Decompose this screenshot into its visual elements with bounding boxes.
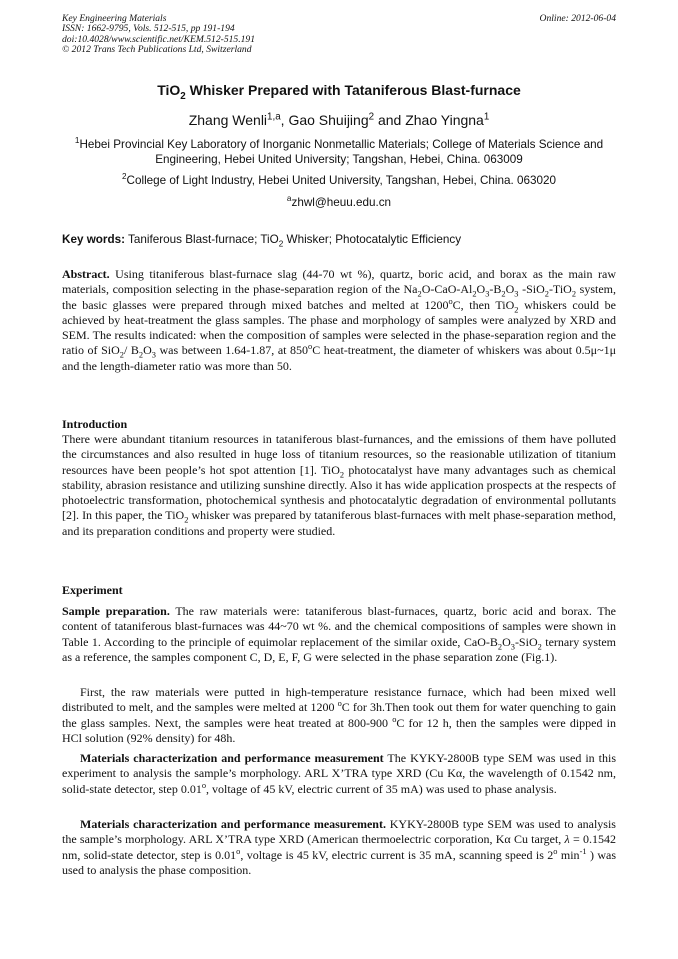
text-run: C heat-treatment, the diameter of whiskers was about 0.5μ~1μ and the length-diameter ratio was more than 50. — [62, 343, 616, 373]
subscript: 2 — [184, 515, 189, 525]
section-heading-introduction: Introduction — [62, 417, 128, 431]
characterization-paragraph-2 — [62, 817, 616, 878]
author-name: and Zhao Yingna — [374, 112, 484, 128]
text-run: There were abundant titanium resources in tataniferous blast-furnances, and the emissions of them have polluted the circumstances and also resulted in huge loss of titanium resources, so the reasionable utilization of titanium resources have been people’s hot spot attention [1]. TiO — [62, 432, 616, 477]
superscript: o — [308, 342, 313, 352]
paper-title — [62, 82, 616, 102]
text-run: -TiO — [548, 282, 572, 297]
affil-text: Hebei Provincial Key Laboratory of Inorganic Nonmetallic Materials; College of Materials Science and Engineering, Hebei United University; Tangshan, Hebei, China. 063009 — [79, 138, 604, 166]
text-run: ) was used to analysis the phase composition. — [62, 847, 617, 877]
affil-text: College of Light Industry, Hebei United University, Tangshan, Hebei, China. 063020 — [126, 174, 556, 187]
paragraph-label: Materials characterization and performance measurement. — [80, 817, 386, 831]
text-run: whisker was prepared by tataniferous blast-furnaces with melt phase-separation method, and its preparation conditions and property were studied. — [62, 508, 616, 538]
subscript: 2 — [472, 289, 477, 299]
title-subscript: 2 — [180, 90, 186, 102]
email-link[interactable]: zhwl@heuu.edu.cn — [291, 196, 392, 209]
keywords — [62, 232, 616, 247]
text-run: whiskers could be achieved by heat-treatment the glass samples. The phase and morphology of samples were analyzed by XRD and SEM. The results indicated: when the composition of samples were selected in the phase-separation region and the ratio of SiO — [62, 297, 617, 358]
superscript: o — [553, 846, 558, 856]
subscript: 2 — [497, 641, 503, 651]
subscript: 2 — [119, 350, 124, 360]
text-run: O — [505, 282, 515, 297]
paragraph-label: Materials characterization and performance measurement — [80, 751, 384, 765]
author-affil-mark: 2 — [368, 111, 375, 123]
text-run: The raw materials were: tataniferous blast-furnaces, quartz, boric acid and borax. The content of tataniferous blast-furnaces was 44~70 wt %. and the chemical compositions of samples were shown in Table 1. According to the principle of equimolar replacement of the similar oxide, CaO-B — [62, 604, 616, 649]
author-name: , Gao Shuijing — [280, 112, 369, 128]
subscript: 3 — [485, 289, 490, 299]
superscript: o — [392, 714, 397, 724]
keywords-subscript: 2 — [278, 239, 284, 249]
copyright-line: © 2012 Trans Tech Publications Ltd, Switzerland — [62, 44, 252, 56]
affil-mark: 1 — [74, 136, 80, 146]
author-list — [62, 112, 616, 128]
text-run: O — [476, 282, 486, 297]
title-part: Whisker Prepared with Tataniferous Blast-furnace — [185, 82, 521, 98]
author-affil-mark: 1 — [483, 111, 490, 123]
text-run: First, the raw materials were putted in high-temperature resistance furnace, which had been mixed well distributed to melt, and the samples were melted at 1200 — [62, 685, 616, 715]
issn-line: ISSN: 1662-9795, Vols. 512-515, pp 191-194 — [62, 23, 235, 35]
keywords-label: Key words: — [62, 233, 125, 246]
text-run: = 0.1542 nm, solid-state detector, step is 0.01 — [62, 832, 616, 862]
text-run: O — [502, 634, 511, 649]
abstract — [62, 267, 616, 374]
paragraph-label: Sample preparation. — [62, 604, 170, 618]
introduction-paragraph — [62, 432, 616, 539]
lambda-symbol: λ — [564, 832, 570, 847]
text-run: , voltage is 45 kV, electric current is 35 mA, scanning speed is 2 — [240, 847, 554, 862]
author-affil-mark: 1,a — [267, 111, 281, 123]
subscript: 2 — [537, 641, 542, 651]
email-line — [62, 195, 616, 210]
text-run: -B — [489, 282, 502, 297]
text-run: C, then TiO — [452, 297, 515, 312]
procedure-paragraph — [62, 685, 616, 746]
sample-preparation-paragraph — [62, 604, 616, 665]
abstract-label: Abstract. — [62, 267, 110, 281]
subscript: 2 — [571, 289, 577, 299]
doi-line[interactable]: doi:10.4028/www.scientific.net/KEM.512-515.191 — [62, 33, 256, 45]
subscript: 3 — [514, 289, 519, 299]
text-run: O — [143, 343, 152, 358]
superscript: o — [201, 780, 207, 790]
affil-mark: 2 — [122, 172, 127, 182]
subscript: 2 — [417, 289, 422, 299]
subscript: 2 — [339, 469, 345, 479]
text-run: / B — [123, 343, 139, 358]
text-run: The KYKY-2800B type SEM was used in this experiment to analysis the sample’s morphology. ARL X’TRA type XRD (Cu Kα, the wavelength of 0.1542 nm, solid-state detector, step 0.01 — [62, 751, 616, 796]
keywords-text: Taniferous Blast-furnace; TiO — [125, 233, 279, 246]
superscript: o — [448, 296, 453, 306]
subscript: 3 — [510, 641, 515, 651]
superscript: o — [236, 846, 241, 856]
text-run: was between 1.64-1.87, at 850 — [155, 343, 309, 358]
text-run: O-CaO-Al — [421, 282, 473, 297]
affiliation-2 — [62, 173, 616, 188]
section-heading-experiment: Experiment — [62, 583, 123, 597]
text-run: -SiO — [514, 634, 538, 649]
text-run: KYKY-2800B type SEM was used to analysis the sample’s morphology. ARL X’TRA type XRD (American thermoelectric corporation, Kα Cu target, — [62, 817, 616, 847]
text-run: Using titaniferous blast-furnace slag (44-70 wt %), quartz, boric acid, and borax as the main raw materials, composition selecting in the phase-separation region of the Na — [62, 267, 616, 297]
text-run: -SiO — [518, 282, 545, 297]
affiliation-1 — [62, 137, 616, 167]
subscript: 2 — [544, 289, 549, 299]
text-run: , voltage of 45 kV, electric current of 35 mA) was used to phase analysis. — [206, 781, 557, 796]
text-run: system, the basic glasses were prepared through mixed batches and melted at 1200 — [62, 282, 616, 312]
characterization-paragraph-1 — [62, 751, 616, 797]
superscript: o — [337, 699, 342, 709]
subscript: 2 — [501, 289, 506, 299]
subscript: 2 — [138, 350, 144, 360]
text-run: photocatalyst have many advantages such as chemical stability, abrasion resistance and utilizing sunshine directly. Also it has wide application prospects at the respects of photoelectric transformation, photochemical synthesis and photocatalytic degradation of environmental pollutants [2]. In this paper, the TiO — [62, 462, 616, 523]
text-run: min — [557, 847, 580, 862]
subscript: 3 — [151, 350, 156, 360]
email-mark: a — [286, 194, 292, 204]
text-run: ternary system as a reference, the samples component C, D, E, F, G were selected in the phase separation zone (Fig.1). — [62, 634, 617, 664]
journal-name: Key Engineering Materials — [62, 13, 167, 24]
title-part: TiO — [157, 82, 181, 98]
keywords-text: Whisker; Photocatalytic Efficiency — [283, 233, 462, 246]
online-date: Online: 2012-06-04 — [539, 13, 616, 24]
superscript: -1 — [579, 846, 587, 856]
author-name: Zhang Wenli — [188, 112, 268, 128]
journal-header — [62, 14, 442, 56]
text-run: C for 3h.Then took out them for water quenching to gain the glass samples. Next, the samples were heat treated at 800-900 — [62, 700, 617, 730]
text-run: C for 12 h, then the samples were dipped in HCl solution (92% density) for 48h. — [62, 715, 616, 745]
subscript: 2 — [514, 304, 519, 314]
